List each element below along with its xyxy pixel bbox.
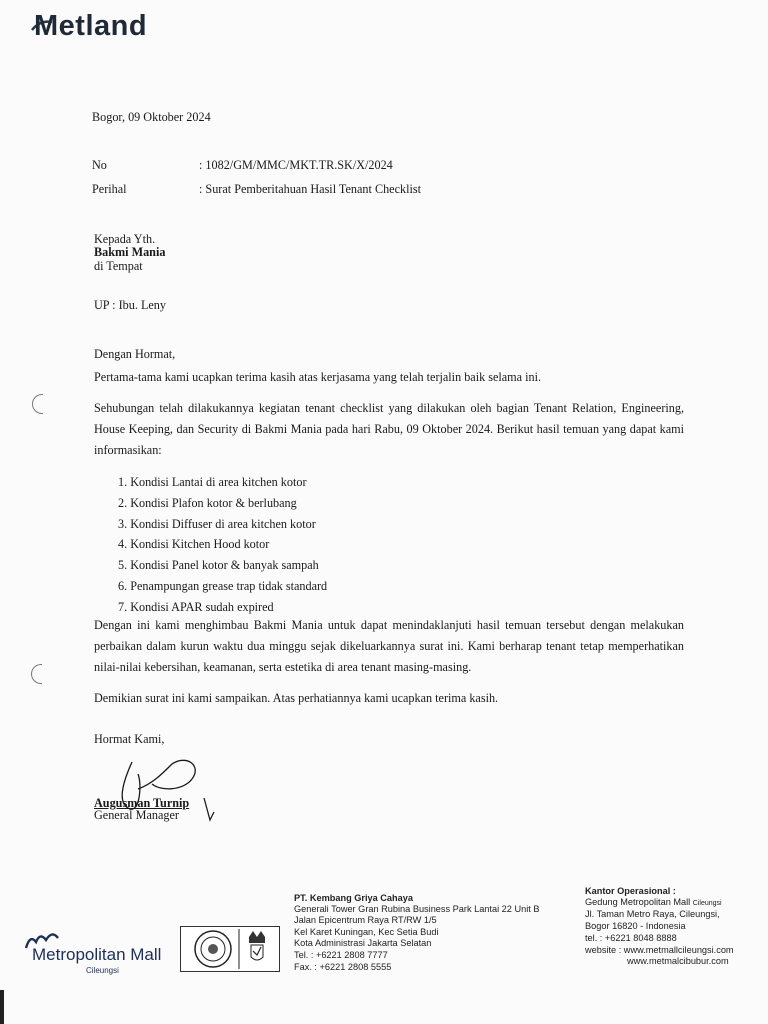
office-website-link[interactable]: www.metmalcibubur.com: [627, 956, 729, 966]
list-item: 1. Kondisi Lantai di area kitchen kotor: [118, 475, 307, 489]
list-item: 7. Kondisi APAR sudah expired: [118, 599, 274, 614]
place-date: Bogor, 09 Oktober 2024: [92, 110, 211, 124]
office-title: Kantor Operasional :: [585, 886, 676, 896]
office-address-line: Bogor 16820 - Indonesia: [585, 921, 686, 931]
recipient-name: Bakmi Mania: [94, 245, 166, 259]
scan-edge-shadow: [0, 990, 4, 1024]
company-logo: Metland: [34, 10, 148, 42]
company-name: PT. Kembang Griya Cahaya: [294, 893, 413, 903]
office-building: Gedung Metropolitan Mall Cileungsi: [585, 897, 722, 907]
findings-list: [118, 472, 327, 618]
recipient-location: di Tempat: [94, 259, 143, 273]
paragraph-context: Sehubungan telah dilakukannya kegiatan tenant checklist yang dilakukan oleh bagian Tenant Relation, Engineering, House Keeping, dan Security di Bakmi Mania pada hari Rabu, 09 Oktober 2024. Berikut hasil temuan yang dapat kami informasikan:: [94, 401, 684, 457]
paragraph-request: Dengan ini kami menghimbau Bakmi Mania untuk dapat menindaklanjuti hasil temuan tersebut dengan melakukan perbaikan dalam kurun waktu dua minggu sejak dikeluarkannya surat ini. Kami berharap tenant tetap memperhatikan nilai-nilai kebersihan, keamanan, serta estetika di area tenant masing-masing.: [94, 618, 684, 674]
ukas-crown-icon: [249, 931, 265, 960]
office-website-link[interactable]: website : www.metmallcileungsi.com: [585, 945, 734, 955]
company-phone: Tel. : +6221 2808 7777: [294, 950, 388, 960]
recipient-greeting: Kepada Yth.: [94, 232, 156, 246]
list-item: 2. Kondisi Plafon kotor & berlubang: [118, 495, 297, 510]
list-item: 3. Kondisi Diffuser di area kitchen kotor: [118, 516, 316, 531]
company-fax: Fax. : +6221 2808 5555: [294, 962, 392, 972]
iso-seal-icon: [195, 931, 231, 967]
list-item: 4. Kondisi Kitchen Hood kotor: [118, 537, 270, 552]
signer-name: Augusman Turnip: [94, 796, 190, 810]
attention-line: UP : Ibu. Leny: [94, 298, 166, 312]
salutation: Dengan Hormat,: [94, 347, 176, 361]
mall-logo-sub: Cileungsi: [86, 966, 119, 975]
company-address-line: Jalan Epicentrum Raya RT/RW 1/5: [294, 915, 437, 925]
punch-hole-mark: [31, 664, 42, 684]
subject-value: : Surat Pemberitahuan Hasil Tenant Checklist: [199, 182, 421, 196]
company-address-line: Kel Karet Kuningan, Kec Setia Budi: [294, 927, 439, 937]
punch-hole-mark: [32, 394, 43, 414]
office-address-line: Jl. Taman Metro Raya, Cileungsi,: [585, 909, 720, 919]
subject-label: Perihal: [92, 182, 127, 196]
signer-title: General Manager: [94, 808, 179, 822]
closing-phrase: Hormat Kami,: [94, 732, 165, 746]
number-value: : 1082/GM/MMC/MKT.TR.SK/X/2024: [199, 158, 393, 172]
list-item: 5. Kondisi Panel kotor & banyak sampah: [118, 558, 319, 573]
paragraph-closing: Demikian surat ini kami sampaikan. Atas perhatiannya kami ucapkan terima kasih.: [94, 691, 499, 705]
certification-badges: [180, 926, 280, 972]
mall-logo-name: Metropolitan Mall: [32, 945, 162, 964]
company-address-line: Kota Administrasi Jakarta Selatan: [294, 938, 432, 948]
number-label: No: [92, 158, 107, 172]
company-address-line: Generali Tower Gran Rubina Business Park Lantai 22 Unit B: [294, 904, 540, 914]
paragraph-opening: Pertama-tama kami ucapkan terima kasih atas kerjasama yang telah terjalin baik selama ini.: [94, 370, 542, 384]
office-phone: tel. : +6221 8048 8888: [585, 933, 677, 943]
list-item: 6. Penampungan grease trap tidak standard: [118, 578, 328, 593]
